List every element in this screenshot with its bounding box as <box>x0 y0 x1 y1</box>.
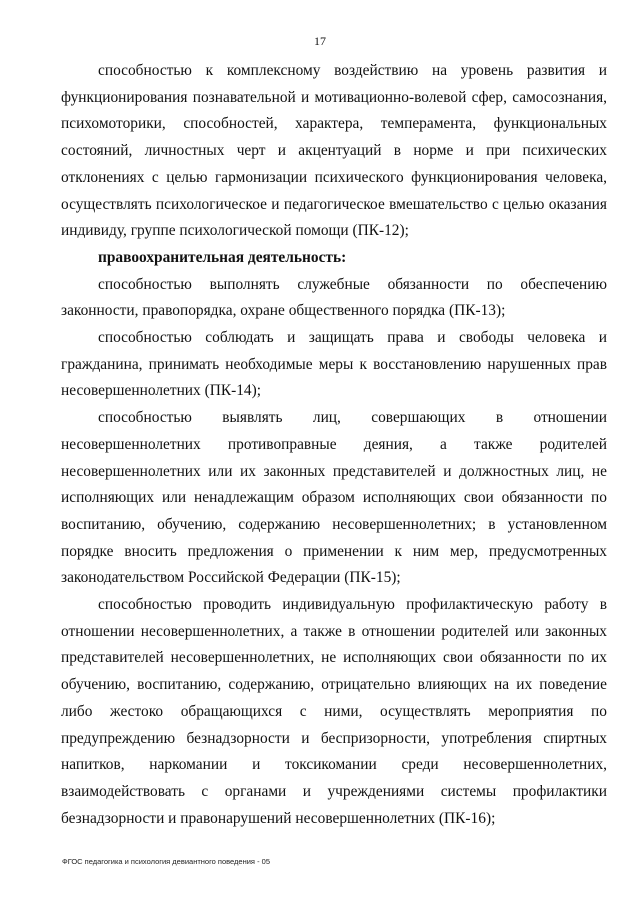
page-number: 17 <box>314 34 326 48</box>
paragraph-pk-15: способностью выявлять лиц, совершающих в отношении несовершеннолетних противоправные деяния, а также родителей несовершеннолетних или их законных представителей и должностных лиц, не исполняющих или ненадлежащим образом исполняющих свои обязанности по воспитанию, обучению, содержанию несовершеннолетних; в установленном порядке вносить предложения о применении к ним мер, предусмотренных законодательством Российской Федерации (ПК-15); <box>61 409 607 587</box>
paragraph-pk-14: способностью соблюдать и защищать права и свободы человека и гражданина, принимать необходимые меры к восстановлению нарушенных прав несовершеннолетних (ПК-14); <box>61 329 607 400</box>
paragraph-pk-13: способностью выполнять служебные обязанности по обеспечению законности, правопорядка, охране общественного порядка (ПК-13); <box>61 275 607 320</box>
paragraph-pk-16: способностью проводить индивидуальную профилактическую работу в отношении несовершеннолетних, а также в отношении родителей или законных представителей несовершеннолетних, не исполняющих свои обязанности по их обучению, воспитанию, содержанию, отрицательно влияющих на их поведение либо жестоко обращающихся с ними, осуществлять мероприятия по предупреждению безнадзорности и беспризорности, употребления спиртных напитков, наркомании и токсикомании среди несовершеннолетних, взаимодействовать с органами и учреждениями системы профилактики безнадзорности и правонарушений несовершеннолетних (ПК-16); <box>61 596 607 827</box>
paragraph-pk-12: способностью к комплексному воздействию на уровень развития и функционирования познавательной и мотивационно-волевой сфер, самосознания, психомоторики, способностей, характера, темперамента, функциональных состояний, личностных черт и акцентуаций в норме и при психических отклонениях с целью гармонизации психического функционирования человека, осуществлять психологическое и педагогическое вмешательство с целью оказания индивиду, группе психологической помощи (ПК-12); <box>61 62 607 240</box>
page-footer: ФГОС педагогика и психология девиантного поведения - 05 <box>62 857 271 866</box>
document-body <box>61 58 607 832</box>
section-heading-law-enforcement: правоохранительная деятельность: <box>98 248 347 266</box>
